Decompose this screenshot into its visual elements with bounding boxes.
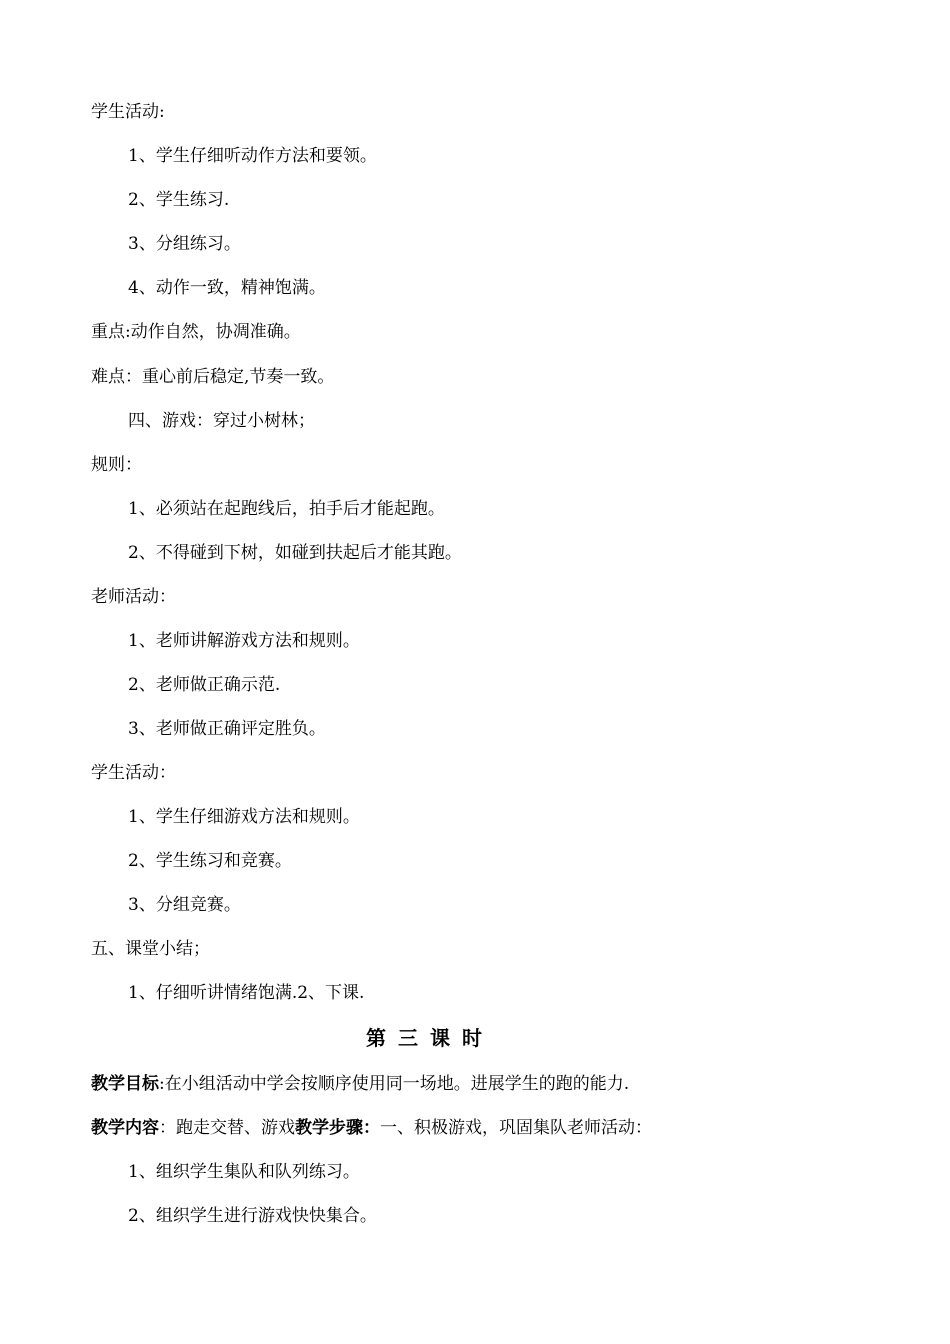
text-line: 3、分组竞赛。 xyxy=(128,895,241,915)
text-line: 2、组织学生进行游戏快快集合。 xyxy=(128,1206,377,1226)
text-line: 重点:动作自然，协凋准确。 xyxy=(91,322,301,342)
section-title: 第三课时 xyxy=(366,1026,494,1050)
text-line: 4、动作一致，精神饱满。 xyxy=(128,278,326,298)
content-text: ：跑走交替、游戏 xyxy=(159,1118,295,1138)
text-line: 四、游戏：穿过小树林； xyxy=(128,411,315,431)
text-line: 3、老师做正确评定胜负。 xyxy=(128,719,326,739)
text-line: 1、仔细听讲情绪饱满.2、下课. xyxy=(128,983,365,1003)
text-line: 1、学生仔细游戏方法和规则。 xyxy=(128,807,360,827)
text-line: 1、组织学生集队和队列练习。 xyxy=(128,1162,360,1182)
content-label: 教学内容 xyxy=(91,1118,159,1138)
objective-line xyxy=(91,1073,629,1095)
text-line: 2、学生练习和竞赛。 xyxy=(128,851,292,871)
text-line: 1、学生仔细听动作方法和要领。 xyxy=(128,146,377,166)
text-line: 1、老师讲解游戏方法和规则。 xyxy=(128,631,360,651)
text-line: 2、老师做正确示范. xyxy=(128,675,281,695)
objective-label: 教学目标 xyxy=(91,1074,159,1094)
text-line: 学生活动： xyxy=(91,763,176,783)
content-line xyxy=(91,1117,652,1139)
text-line: 规则： xyxy=(91,455,142,475)
text-line: 2、学生练习. xyxy=(128,190,230,210)
steps-text: 一、积极游戏，巩固集队老师活动： xyxy=(380,1118,652,1138)
text-line: 老师活动： xyxy=(91,587,176,607)
text-line: 2、不得碰到下树，如碰到扶起后才能其跑。 xyxy=(128,543,462,563)
text-line: 五、课堂小结； xyxy=(91,939,210,959)
text-line: 学生活动: xyxy=(91,102,165,122)
steps-label: 教学步骤： xyxy=(295,1118,380,1138)
text-line: 1、必须站在起跑线后，拍手后才能起跑。 xyxy=(128,499,445,519)
text-line: 难点：重心前后稳定,节奏一致。 xyxy=(91,367,335,387)
text-line: 3、分组练习。 xyxy=(128,234,241,254)
objective-text: :在小组活动中学会按顺序使用同一场地。进展学生的跑的能力. xyxy=(159,1074,630,1094)
